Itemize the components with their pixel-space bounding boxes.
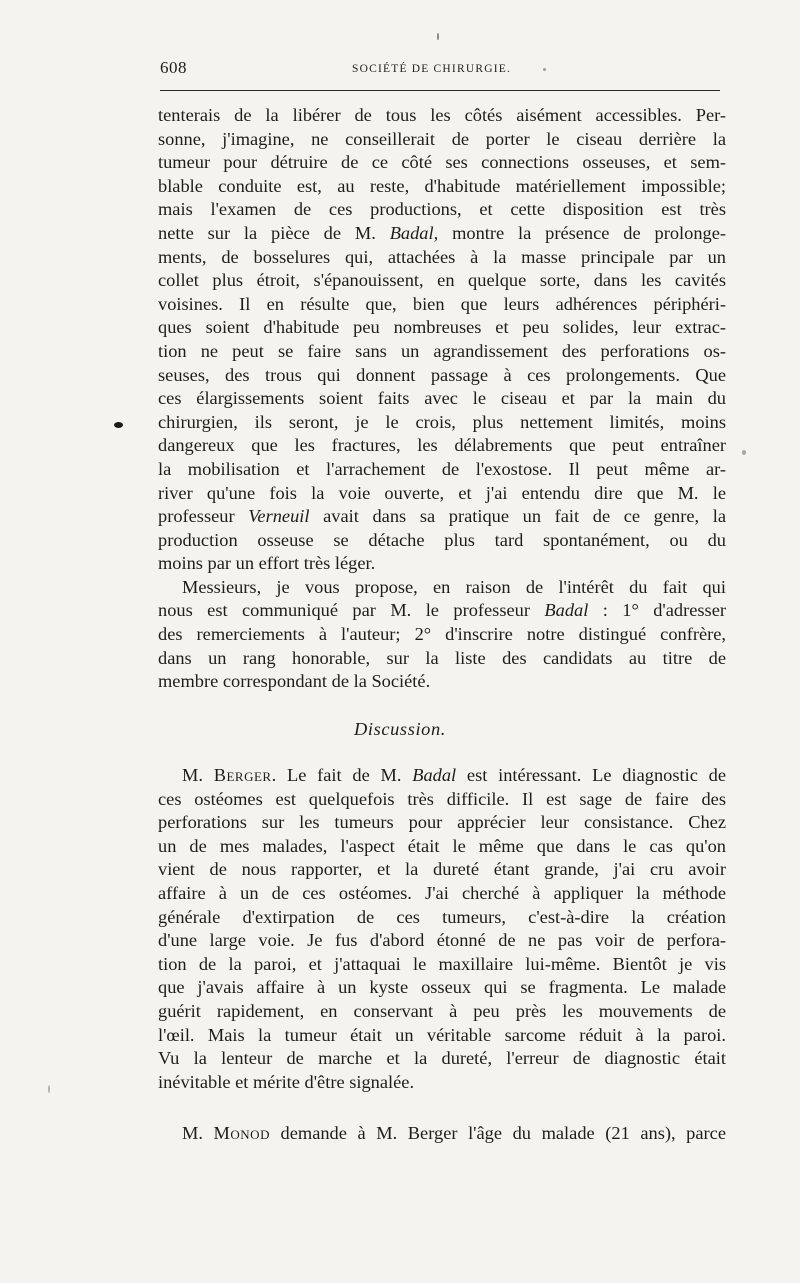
text-line: tion ne peut se faire sans un agrandissement des perforations os-	[158, 340, 726, 361]
paragraph-3	[158, 764, 726, 1094]
speaker-name: Monod	[213, 1123, 270, 1143]
text-line: ces élargissements soient faits avec le ciseau et par la main du	[158, 388, 726, 409]
text-line: vient de nous rapporter, et la dureté étant grande, j'ai cru avoir	[158, 859, 726, 880]
text-line: ces ostéomes est quelquefois très difficile. Il est sage de faire des	[158, 788, 726, 809]
text-run: avait dans sa pratique un fait de ce genre, la	[309, 506, 726, 527]
text-run: demande à M. Berger l'âge du malade (21 ans), parce	[269, 1123, 726, 1143]
text-line: inévitable et mérite d'être signalée.	[158, 1071, 415, 1092]
text-line: perforations sur les tumeurs pour apprécier leur consistance. Chez	[158, 812, 726, 833]
text-run: nette sur la pièce de M.	[158, 222, 390, 243]
text-run: M.	[182, 1123, 214, 1143]
text-line: ques soient d'habitude peu nombreuses et peu solides, leur extrac-	[158, 317, 726, 338]
text-line: collet plus étroit, s'épanouissent, en quelque sorte, dans les cavités	[158, 270, 726, 291]
text-line: seuses, des trous qui donnent passage à ces prolongements. Que	[158, 364, 726, 385]
text-line: affaire à un de ces ostéomes. J'ai cherché à appliquer la méthode	[158, 882, 726, 903]
text-line: un de mes malades, l'aspect était le même que dans le cas qu'on	[158, 835, 726, 856]
text-run: professeur	[158, 506, 249, 527]
author-name: Badal,	[389, 222, 439, 243]
text-line: membre correspondant de la Société.	[158, 671, 431, 692]
text-line: d'une large voie. Je fus d'abord étonné de ne pas voir de perfora-	[158, 930, 726, 951]
text-run: montre la présence de prolonge-	[438, 222, 726, 243]
text-run: : 1° d'adresser	[588, 600, 726, 621]
ink-speck	[437, 33, 439, 40]
text-line: l'œil. Mais la tumeur était un véritable sarcome réduit à la paroi.	[158, 1024, 726, 1045]
text-line: mais l'examen de ces productions, et cette disposition est très	[158, 199, 726, 220]
ink-speck	[543, 68, 546, 71]
paragraph-1	[158, 104, 726, 576]
text-line: guérit rapidement, en conservant à peu près les mouvements de	[158, 1000, 726, 1021]
text-line: river qu'une fois la voie ouverte, et j'ai entendu dire que M. le	[158, 482, 726, 503]
author-name: Verneuil	[248, 506, 310, 527]
page-number: 608	[160, 58, 187, 77]
text-line	[158, 764, 726, 788]
text-line: moins par un effort très léger.	[158, 553, 376, 574]
header-rule	[160, 90, 720, 91]
text-line: production osseuse se détache plus tard spontanément, ou du	[158, 529, 726, 550]
ink-blot	[114, 422, 123, 428]
paragraph-2	[158, 576, 726, 694]
text-line: la mobilisation et l'arrachement de l'exostose. Il peut même ar-	[158, 458, 726, 479]
text-line: que j'avais affaire à un kyste osseux qui se fragmenta. Le malade	[158, 977, 726, 998]
text-line: blable conduite est, au reste, d'habitude matériellement impossible;	[158, 175, 726, 196]
text-line	[158, 222, 726, 246]
text-line: Vu la lenteur de marche et la dureté, l'erreur de diagnostic était	[158, 1048, 726, 1069]
ink-speck	[48, 1085, 50, 1093]
running-head: SOCIÉTÉ DE CHIRURGIE.	[352, 63, 512, 75]
text-line: tion de la paroi, et j'attaquai le maxillaire lui-même. Bientôt je vis	[158, 953, 726, 974]
discussion-text	[158, 764, 726, 1094]
text-line: ments, de bosselures qui, attachées à la masse principale par un	[158, 246, 726, 267]
final-text	[158, 1122, 726, 1146]
text-line: tenterais de la libérer de tous les côtés aisément accessibles. Per-	[158, 105, 726, 125]
text-line	[158, 1122, 726, 1146]
text-line: dans un rang honorable, sur la liste des candidats au titre de	[158, 647, 726, 668]
text-line	[158, 505, 726, 529]
text-line: chirurgien, ils seront, je le crois, plus nettement limités, moins	[158, 411, 726, 432]
paragraph-4	[158, 1122, 726, 1146]
text-line: générale d'extirpation de ces tumeurs, c'est-à-dire la création	[158, 906, 726, 927]
text-run: est intéressant. Le diagnostic de	[456, 765, 726, 785]
author-name: Badal	[544, 600, 589, 621]
page-header	[160, 58, 720, 84]
text-line: voisines. Il en résulte que, bien que leurs adhérences périphéri-	[158, 293, 726, 314]
ink-speck	[742, 450, 746, 455]
text-line: des remerciements à l'auteur; 2° d'inscrire notre distingué confrère,	[158, 624, 726, 645]
text-run: M.	[182, 765, 214, 785]
speaker-name: Berger	[213, 765, 272, 785]
text-line: tumeur pour détruire de ce côté ses connections osseuses, et sem-	[158, 152, 726, 173]
section-title: Discussion.	[354, 719, 446, 739]
main-text	[158, 104, 726, 694]
text-run: . Le fait de M.	[271, 765, 413, 785]
text-run: nous est communiqué par M. le professeur	[158, 600, 545, 621]
text-line: Messieurs, je vous propose, en raison de l'intérêt du fait qui	[182, 576, 726, 597]
text-line: sonne, j'imagine, ne conseillerait de porter le ciseau derrière la	[158, 128, 726, 149]
author-name: Badal	[412, 765, 457, 785]
text-line	[158, 599, 726, 623]
text-line: dangereux que les fractures, les délabrements que peut entraîner	[158, 435, 726, 456]
